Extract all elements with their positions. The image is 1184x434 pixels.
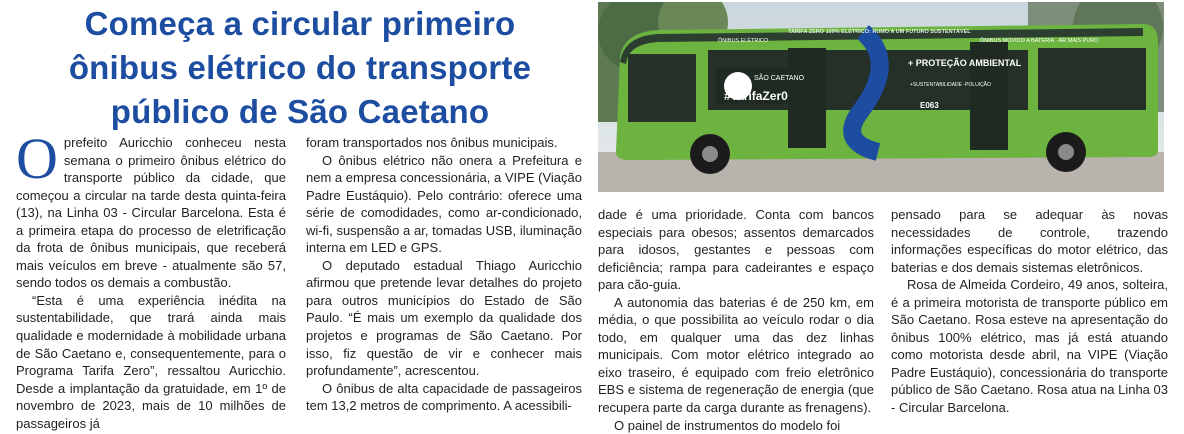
paragraph-8: A autonomia das baterias é de 250 km, em média, o que possibilita ao veículo rodar o dia todo, em qualquer uma das dez linhas municipais. Com motor elétrico integrado ao eixo traseiro, é equipado com freio eletrônico EBS e sistema de regeneração de energia (que recupera parte da carga durante as frenagens). [598, 294, 874, 416]
paragraph-9: O painel de instrumentos do modelo foi [614, 417, 841, 433]
paragraph-5: O deputado estadual Thiago Auricchio afirmou que pretende levar detalhes do projeto para outros municípios do Estado de São Paulo. “É mais um exemplo da qualidade dos projetos e programas de São Caetano. Por isso, fiz questão de vir e conhecer mais profundamente”, acrescentou. [306, 257, 582, 379]
headline-line-1: Começa a circular primeiro [84, 5, 516, 42]
paragraph-1 [16, 126, 286, 292]
text-column-4 [891, 206, 1168, 417]
dropcap: O [16, 126, 58, 191]
tarifa-zero-text: #TarifaZer0 [724, 89, 788, 103]
paragraph-4: O ônibus elétrico não onera a Prefeitura e nem a empresa concessionária, a VIPE (Viação Padre Eustáquio). Pelo contrário: oferece uma série de comodidades, como ar-condicionado, wi-fi, suspensão a ar, tomadas USB, iluminação interna em LED e GPS. [306, 152, 582, 256]
bus-photo [598, 2, 1164, 192]
protecao-text: + PROTEÇÃO AMBIENTAL [908, 58, 1022, 68]
paragraph-6: O ônibus de alta capacidade de passageiros tem 13,2 metros de comprimento. A acessibili- [306, 380, 582, 414]
text-column-2 [306, 134, 582, 415]
bus-illustration [598, 2, 1164, 192]
col1-p1-text: prefeito Auricchio conheceu nesta semana o primeiro ônibus elétrico do transporte público da cidade, que começou a circular na tarde desta quinta-feira (13), na Linha 03 - Circular Barcelona. Esta é a primeira etapa do processo de eletrificação da frota de ônibus municipais, que receberá mais veículos em breve - atualmente são 57, sendo todos os demais a combustão. [16, 135, 286, 291]
paragraph-11: Rosa de Almeida Cordeiro, 49 anos, solteira, é a primeira motorista de transporte público em São Caetano. Rosa esteve na apresentação do ônibus 100% elétrico, mas já está atuando como motorista desde abril, na VIPE (Viação Padre Eustáquio), concessionária do transporte público de São Caetano. Rosa atua na Linha 03 - Circular Barcelona. [891, 277, 1168, 416]
headline-line-2: ônibus elétrico do transporte [68, 49, 532, 86]
fleet-number: E063 [920, 101, 939, 110]
protecao-sub-text: +SUSTENTABILIDADE -POLUIÇÃO [910, 82, 991, 88]
front-windshield [628, 54, 696, 122]
bus-top-banner: TARIFA ZERO 100% ELÉTRICO: RUMO A UM FUTURO SUSTENTÁVEL [788, 29, 971, 35]
headline-line-3: público de São Caetano [110, 93, 490, 130]
front-door [788, 48, 826, 148]
text-column-1 [16, 126, 286, 432]
bus-label-left: ÔNIBUS ELÉTRICO [718, 38, 769, 44]
bus-label-right: ÔNIBUS MOVIDO A BATERIA · AR MAIS PURO [980, 38, 1099, 44]
paragraph-10: pensado para se adequar às novas necessidades de controle, trazendo informações específicas do motor elétrico, das baterias e dos demais sistemas eletrônicos. [891, 207, 1168, 275]
tarifa-small-text: SÃO CAETANO [754, 75, 805, 82]
headline [14, 2, 586, 134]
paragraph-2: “Esta é uma experiência inédita na sustentabilidade, que trará ainda mais qualidade e modernidade à mobilidade urbana de São Caetano e, consequentemente, para o Programa Tarifa Zero”, ressaltou Auricchio. Desde a implantação da gratuidade, em 1º de novembro de 2023, mais de 10 milhões de passageiros já [16, 292, 286, 431]
text-column-3 [598, 206, 874, 434]
paragraph-7: dade é uma prioridade. Conta com bancos especiais para obesos; assentos demarcados para idosos, gestantes e pessoas com deficiência; rampa para cadeirantes e espaço para cão-guia. [598, 207, 874, 293]
paragraph-3: foram transportados nos ônibus municipais. [306, 135, 558, 150]
